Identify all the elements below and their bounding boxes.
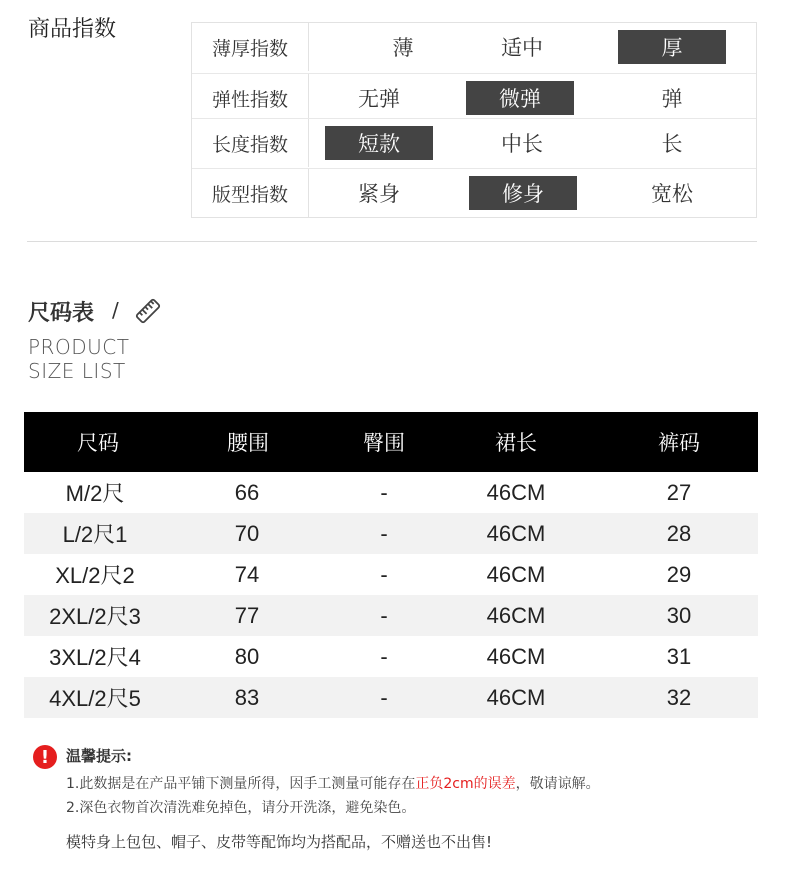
header-cell: 尺码 bbox=[77, 431, 119, 455]
size-cell: L/2尺1 bbox=[62, 522, 128, 547]
pants-size-cell: 27 bbox=[666, 479, 692, 505]
hip-cell: - bbox=[380, 520, 388, 546]
index-row-label: 弹性指数 bbox=[192, 74, 309, 122]
index-option: 薄 bbox=[392, 36, 414, 60]
pants-size-cell: 30 bbox=[666, 602, 692, 628]
note-line-1 bbox=[66, 773, 600, 793]
index-option-selected: 厚 bbox=[618, 30, 726, 64]
skirt-length-cell: 46CM bbox=[486, 520, 546, 546]
waist-cell: 83 bbox=[234, 684, 260, 710]
index-option: 长 bbox=[661, 132, 683, 156]
title-slash: / bbox=[112, 298, 119, 322]
index-option: 适中 bbox=[501, 36, 543, 60]
note-text: 1.此数据是在产品平铺下测量所得，因手工测量可能存在 bbox=[66, 776, 416, 792]
skirt-length-cell: 46CM bbox=[486, 643, 546, 669]
product-index-table bbox=[191, 22, 757, 218]
index-option: 中长 bbox=[501, 132, 543, 156]
waist-cell: 70 bbox=[234, 520, 260, 546]
waist-cell: 74 bbox=[234, 561, 260, 587]
table-row bbox=[24, 636, 758, 677]
size-cell: 3XL/2尺4 bbox=[49, 645, 141, 670]
hip-cell: - bbox=[380, 684, 388, 710]
table-row bbox=[24, 595, 758, 636]
header-cell: 臀围 bbox=[363, 431, 405, 455]
header-cell: 裙长 bbox=[495, 431, 537, 455]
pants-size-cell: 29 bbox=[666, 561, 692, 587]
index-row-length bbox=[192, 118, 756, 167]
size-chart-title: 尺码表 bbox=[28, 301, 95, 326]
notes-title: 温馨提示: bbox=[66, 747, 132, 765]
size-table-header bbox=[24, 412, 758, 472]
size-subtitle-line2: SIZE LIST bbox=[28, 359, 126, 383]
pants-size-cell: 31 bbox=[666, 643, 692, 669]
table-row bbox=[24, 472, 758, 513]
pants-size-cell: 32 bbox=[666, 684, 692, 710]
note-line-2: 2.深色衣物首次清洗难免掉色，请分开洗涤，避免染色。 bbox=[66, 800, 416, 816]
index-row-elasticity bbox=[192, 73, 756, 122]
index-row-label: 薄厚指数 bbox=[192, 23, 309, 71]
note-highlight: 正负2cm的误差 bbox=[415, 776, 516, 792]
table-row bbox=[24, 513, 758, 554]
header-cell: 裤码 bbox=[658, 431, 700, 455]
table-row bbox=[24, 554, 758, 595]
pants-size-cell: 28 bbox=[666, 520, 692, 546]
index-option: 无弹 bbox=[358, 87, 400, 111]
index-option: 弹 bbox=[661, 87, 683, 111]
skirt-length-cell: 46CM bbox=[486, 602, 546, 628]
size-cell: XL/2尺2 bbox=[55, 563, 135, 588]
hip-cell: - bbox=[380, 643, 388, 669]
index-row-thickness bbox=[192, 23, 756, 71]
hip-cell: - bbox=[380, 479, 388, 505]
section-divider bbox=[27, 241, 757, 242]
waist-cell: 80 bbox=[234, 643, 260, 669]
size-cell: 2XL/2尺3 bbox=[49, 604, 141, 629]
index-option-selected: 短款 bbox=[325, 126, 433, 160]
size-cell: M/2尺 bbox=[65, 481, 125, 506]
index-option: 宽松 bbox=[651, 182, 693, 206]
waist-cell: 77 bbox=[234, 602, 260, 628]
header-cell: 腰围 bbox=[227, 431, 269, 455]
skirt-length-cell: 46CM bbox=[486, 561, 546, 587]
waist-cell: 66 bbox=[234, 479, 260, 505]
index-option-selected: 微弹 bbox=[466, 81, 574, 115]
index-row-label: 版型指数 bbox=[192, 169, 309, 217]
table-row bbox=[24, 677, 758, 718]
warning-icon: ! bbox=[33, 745, 57, 769]
note-text: ，敬请谅解。 bbox=[515, 776, 600, 792]
product-index-title: 商品指数 bbox=[28, 17, 117, 42]
hip-cell: - bbox=[380, 561, 388, 587]
index-option: 紧身 bbox=[358, 182, 400, 206]
size-table bbox=[24, 412, 758, 718]
index-row-fit bbox=[192, 168, 756, 217]
size-subtitle-line1: PRODUCT bbox=[28, 335, 130, 359]
ruler-icon bbox=[133, 296, 163, 326]
skirt-length-cell: 46CM bbox=[486, 684, 546, 710]
note-line-3: 模特身上包包、帽子、皮带等配饰均为搭配品，不赠送也不出售! bbox=[66, 833, 493, 851]
skirt-length-cell: 46CM bbox=[486, 479, 546, 505]
hip-cell: - bbox=[380, 602, 388, 628]
index-option-selected: 修身 bbox=[469, 176, 577, 210]
index-row-label: 长度指数 bbox=[192, 119, 309, 167]
size-cell: 4XL/2尺5 bbox=[49, 686, 141, 711]
